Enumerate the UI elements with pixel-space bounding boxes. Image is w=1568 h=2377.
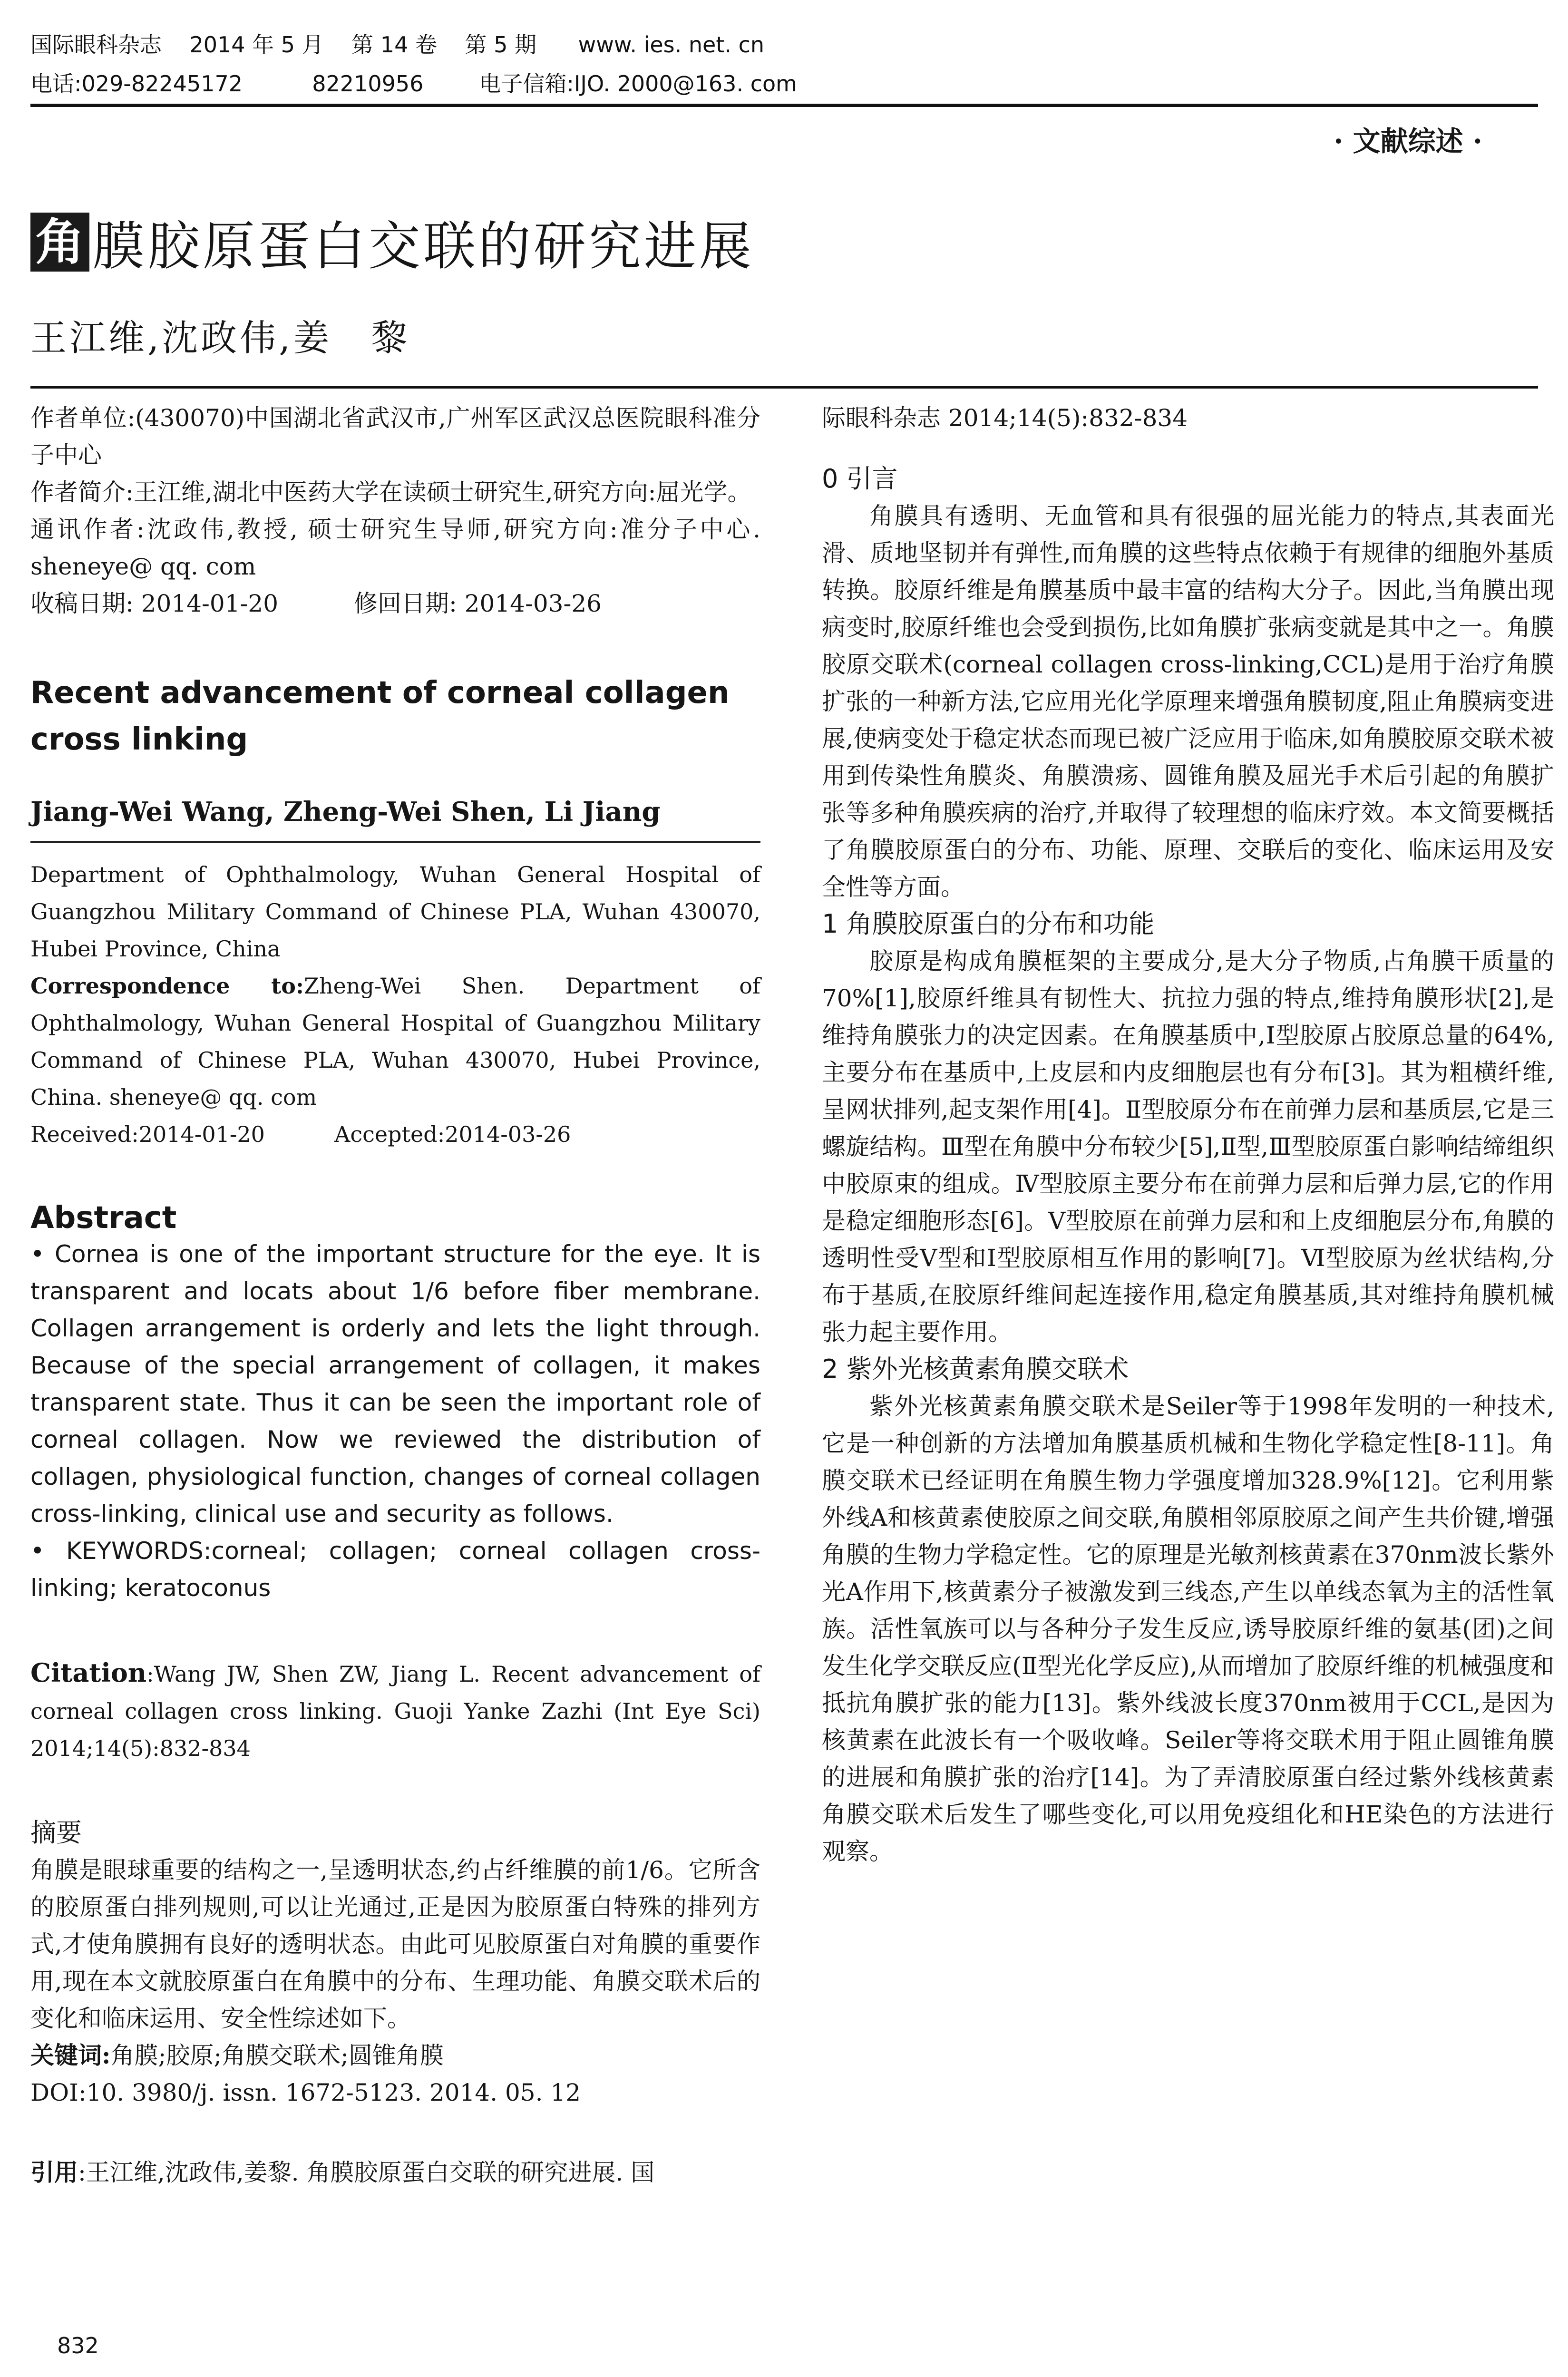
abstract-heading: Abstract <box>30 1200 177 1236</box>
right-column <box>822 399 1554 1870</box>
title-first-char: 角 <box>30 213 89 272</box>
correspondence <box>30 967 760 1116</box>
citation-label: Citation <box>30 1657 147 1688</box>
section-0-text: 角膜具有透明、无血管和具有很强的屈光能力的特点,其表面光滑、质地坚韧并有弹性,而角膜的这些特点依赖于有规律的细胞外基质转换。胶原纤维是角膜基质中最丰富的结构大分子。因此,当角膜出现病变时,胶原纤维也会受到损伤,比如角膜扩张病变就是其中之一。角膜胶原交联术(corneal collagen cross-linking,CCL)是用于治疗角膜扩张的一种新方法,它应用光化学原理来增强角膜韧度,阻止角膜病变进展,使病变处于稳定状态而现已被广泛应用于临床,如角膜胶原交联术被用到传染性角膜炎、角膜溃疡、圆锥角膜及屈光手术后引起的角膜扩张等多种角膜疾病的治疗,并取得了较理想的临床疗效。本文简要概括了角膜胶原蛋白的分布、功能、原理、交联后的变化、临床运用及安全性等方面。 <box>822 502 1554 901</box>
section-2-heading: 2 紫外光核黄素角膜交联术 <box>822 1354 1129 1384</box>
cite-cn-text: :王江维,沈政伟,姜黎. 角膜胶原蛋白交联的研究进展. 国 <box>78 2159 655 2186</box>
section-1-heading: 1 角膜胶原蛋白的分布和功能 <box>822 909 1155 939</box>
author-bio: 作者简介:王江维,湖北中医药大学在读硕士研究生,研究方向:屈光学。 <box>30 478 751 506</box>
corresponding-author: 通讯作者:沈政伟,教授, 硕士研究生导师,研究方向:准分子中心. sheneye@ qq. com <box>30 516 760 580</box>
doi: DOI:10. 3980/j. issn. 1672-5123. 2014. 05. 12 <box>30 2079 581 2106</box>
keywords-cn <box>30 2037 760 2074</box>
journal-header-line1: 国际眼科杂志 2014 年 5 月 第 14 卷 第 5 期 www. ies. net. cn <box>30 32 765 58</box>
cite-cn <box>30 2154 760 2191</box>
keywords-cn-text: 角膜;胶原;角膜交联术;圆锥角膜 <box>110 2042 444 2069</box>
journal-header-line2: 电话:029-82245172 82210956 电子信箱:IJO. 2000@163. com <box>30 71 797 97</box>
cite-cn-label: 引用 <box>30 2158 78 2186</box>
article-title <box>30 205 754 280</box>
title-text: 膜胶原蛋白交联的研究进展 <box>92 216 754 277</box>
section-type: · 文献综述 · <box>1334 125 1482 157</box>
received-accepted: Received:2014-01-20 Accepted:2014-03-26 <box>30 1121 571 1147</box>
english-title: Recent advancement of corneal collagen cross linking <box>30 675 730 757</box>
english-department: Department of Ophthalmology, Wuhan General Hospital of Guangzhou Military Command of Chinese PLA, Wuhan 430070, Hubei Province, China <box>30 862 760 962</box>
abstract-cn-heading: 摘要 <box>30 1818 82 1848</box>
keywords-en: • KEYWORDS:corneal; collagen; corneal collagen cross-linking; keratoconus <box>30 1537 760 1602</box>
section-1-text: 胶原是构成角膜框架的主要成分,是大分子物质,占角膜干质量的70%[1],胶原纤维具有韧性大、抗拉力强的特点,维持角膜形状[2],是维持角膜张力的决定因素。在角膜基质中,Ⅰ型胶原占胶原总量的64%,主要分布在基质中,上皮层和内皮细胞层也有分布[3]。其为粗横纤维,呈网状排列,起支架作用[4]。Ⅱ型胶原分布在前弹力层和基质层,它是三螺旋结构。Ⅲ型在角膜中分布较少[5],Ⅱ型,Ⅲ型胶原蛋白影响结缔组织中胶原束的组成。Ⅳ型胶原主要分布在前弹力层和后弹力层,它的作用是稳定细胞形态[6]。Ⅴ型胶原在前弹力层和和上皮细胞层分布,角膜的透明性受Ⅴ型和Ⅰ型胶原相互作用的影响[7]。Ⅵ型胶原为丝状结构,分布于基质,在胶原纤维间起连接作用,稳定角膜基质,其对维持角膜机械张力起主要作用。 <box>822 947 1554 1346</box>
dates: 收稿日期: 2014-01-20 修回日期: 2014-03-26 <box>30 590 602 617</box>
cite-continued: 际眼科杂志 2014;14(5):832-834 <box>822 404 1188 432</box>
correspondence-label: Correspondence to: <box>30 973 304 999</box>
left-column <box>30 399 760 2191</box>
section-0-heading: 0 引言 <box>822 464 898 494</box>
authors-cn: 王江维,沈政伟,姜 黎 <box>30 317 410 359</box>
authors-divider <box>30 841 760 843</box>
english-authors: Jiang-Wei Wang, Zheng-Wei Shen, Li Jiang <box>30 796 661 828</box>
title-rule <box>30 386 1538 389</box>
citation-text: :Wang JW, Shen ZW, Jiang L. Recent advancement of corneal collagen cross linking. Guoji Yanke Zazhi (Int Eye Sci) 2014;14(5):832-834 <box>30 1661 760 1761</box>
citation <box>30 1654 760 1767</box>
abstract-text: • Cornea is one of the important structure for the eye. It is transparent and locats about 1/6 before fiber membrane. Collagen arrangement is orderly and lets the light through. Because of the special arrangement of collagen, it makes transparent state. Thus it can be seen the important role of corneal collagen. Now we reviewed the distribution of collagen, physiological function, changes of corneal collagen cross-linking, clinical use and security as follows. <box>30 1240 760 1528</box>
keywords-cn-label: 关键词: <box>30 2041 111 2069</box>
correspondence-text: Zheng-Wei Shen. Department of Ophthalmology, Wuhan General Hospital of Guangzhou Military Command of Chinese PLA, Wuhan 430070, Hubei Province, China. sheneye@ qq. com <box>30 973 760 1110</box>
header-rule <box>30 104 1538 107</box>
section-2-text: 紫外光核黄素角膜交联术是Seiler等于1998年发明的一种技术,它是一种创新的方法增加角膜基质机械和生物化学稳定性[8-11]。角膜交联术已经证明在角膜生物力学强度增加328.9%[12]。它利用紫外线A和核黄素使胶原之间交联,角膜相邻原胶原之间产生共价键,增强角膜的生物力学稳定性。它的原理是光敏剂核黄素在370nm波长紫外光A作用下,核黄素分子被激发到三线态,产生以单线态氧为主的活性氧族。活性氧族可以与各种分子发生反应,诱导胶原纤维的氨基(团)之间发生化学交联反应(Ⅱ型光化学反应),从而增加了胶原纤维的机械强度和抵抗角膜扩张的能力[13]。紫外线波长度370nm被用于CCL,是因为核黄素在此波长有一个吸收峰。Seiler等将交联术用于阻止圆锥角膜的进展和角膜扩张的治疗[14]。为了弄清胶原蛋白经过紫外线核黄素角膜交联术后发生了哪些变化,可以用免疫组化和HE染色的方法进行观察。 <box>822 1393 1554 1865</box>
affiliation: 作者单位:(430070)中国湖北省武汉市,广州军区武汉总医院眼科准分子中心 <box>30 404 760 469</box>
abstract-cn: 角膜是眼球重要的结构之一,呈透明状态,约占纤维膜的前1/6。它所含的胶原蛋白排列规则,可以让光通过,正是因为胶原蛋白特殊的排列方式,才使角膜拥有良好的透明状态。由此可见胶原蛋白对角膜的重要作用,现在本文就胶原蛋白在角膜中的分布、生理功能、角膜交联术后的变化和临床运用、安全性综述如下。 <box>30 1856 760 2032</box>
page-number: 832 <box>57 2333 99 2358</box>
